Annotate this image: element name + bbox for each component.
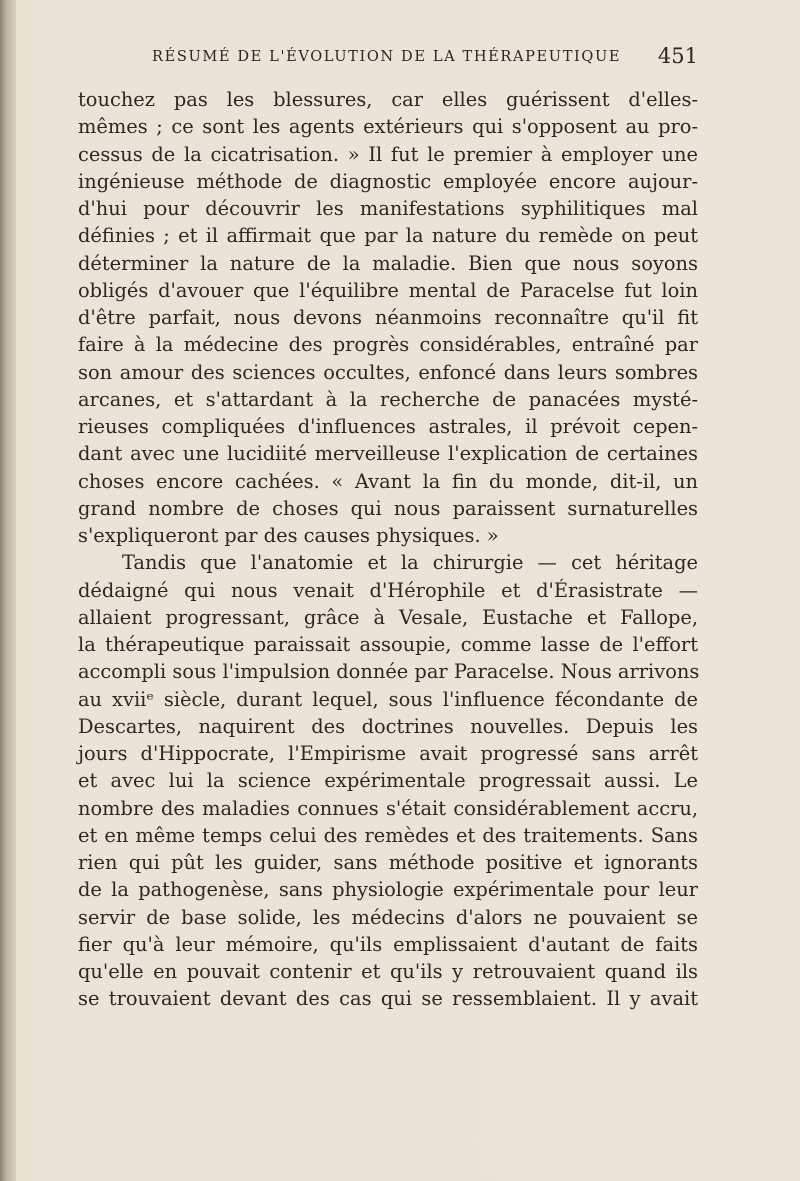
page-number: 451: [657, 44, 698, 68]
text-line: Descartes, naquirent des doctrines nouvelles. Depuis les: [78, 714, 698, 738]
text-line: définies ; et il affirmait que par la nature du remède on peut: [78, 224, 698, 248]
text-line: accompli sous l'impulsion donnée par Paracelse. Nous arrivons: [78, 660, 700, 684]
text-line: dédaigné qui nous venait d'Hérophile et d'Érasistrate —: [78, 578, 698, 602]
running-title: RÉSUMÉ DE L'ÉVOLUTION DE LA THÉRAPEUTIQUE: [152, 48, 622, 65]
text-line: au xviiᵉ siècle, durant lequel, sous l'influence fécondante de: [78, 687, 698, 711]
text-line: qu'elle en pouvait contenir et qu'ils y retrouvaient quand ils: [78, 960, 698, 983]
paragraph-start-line: Tandis que l'anatomie et la chirurgie — cet héritage: [122, 551, 698, 575]
text-line: son amour des sciences occultes, enfoncé dans leurs sombres: [78, 360, 698, 384]
text-line: arcanes, et s'attardant à la recherche de panacées mysté-: [78, 387, 698, 411]
body-text: [78, 86, 698, 1013]
page-header: [152, 44, 712, 72]
text-line: cessus de la cicatrisation. » Il fut le premier à employer une: [78, 142, 698, 166]
text-line: et avec lui la science expérimentale progressait aussi. Le: [78, 769, 698, 793]
text-line: la thérapeutique paraissait assoupie, comme lasse de l'effort: [78, 633, 698, 656]
text-line: faire à la médecine des progrès considérables, entraîné par: [78, 333, 698, 357]
text-line: servir de base solide, les médecins d'alors ne pouvaient se: [78, 905, 698, 929]
text-line: nombre des maladies connues s'était considérablement accru,: [78, 796, 698, 820]
binding-shadow: [0, 0, 16, 1181]
text-line: allaient progressant, grâce à Vesale, Eustache et Fallope,: [78, 605, 698, 629]
text-line: jours d'Hippocrate, l'Empirisme avait progressé sans arrêt: [78, 742, 698, 765]
text-line: touchez pas les blessures, car elles guérissent d'elles-: [78, 88, 698, 111]
text-line: d'hui pour découvrir les manifestations syphilitiques mal: [78, 197, 698, 220]
text-line: déterminer la nature de la maladie. Bien que nous soyons: [78, 251, 698, 275]
text-line: obligés d'avouer que l'équilibre mental de Paracelse fut loin: [78, 278, 698, 302]
text-line: mêmes ; ce sont les agents extérieurs qui s'opposent au pro-: [78, 115, 698, 139]
text-line: d'être parfait, nous devons néanmoins reconnaître qu'il fit: [78, 306, 698, 329]
text-line: ingénieuse méthode de diagnostic employée encore aujour-: [78, 169, 698, 193]
text-line: rieuses compliquées d'influences astrales, il prévoit cepen-: [78, 415, 698, 438]
text-line: choses encore cachées. « Avant la fin du monde, dit-il, un: [78, 469, 698, 493]
text-line: grand nombre de choses qui nous paraissent surnaturelles: [78, 496, 698, 520]
text-line: dant avec une lucidiité merveilleuse l'explication de certaines: [78, 442, 698, 466]
text-line: fier qu'à leur mémoire, qu'ils emplissaient d'autant de faits: [78, 932, 698, 956]
text-line: de la pathogenèse, sans physiologie expérimentale pour leur: [78, 878, 698, 902]
paragraph-end-line: s'expliqueront par des causes physiques. »: [78, 524, 499, 547]
text-line: se trouvaient devant des cas qui se ressemblaient. Il y avait: [78, 987, 698, 1011]
text-line: rien qui pût les guider, sans méthode positive et ignorants: [78, 851, 698, 874]
text-line: et en même temps celui des remèdes et des traitements. Sans: [78, 823, 698, 847]
